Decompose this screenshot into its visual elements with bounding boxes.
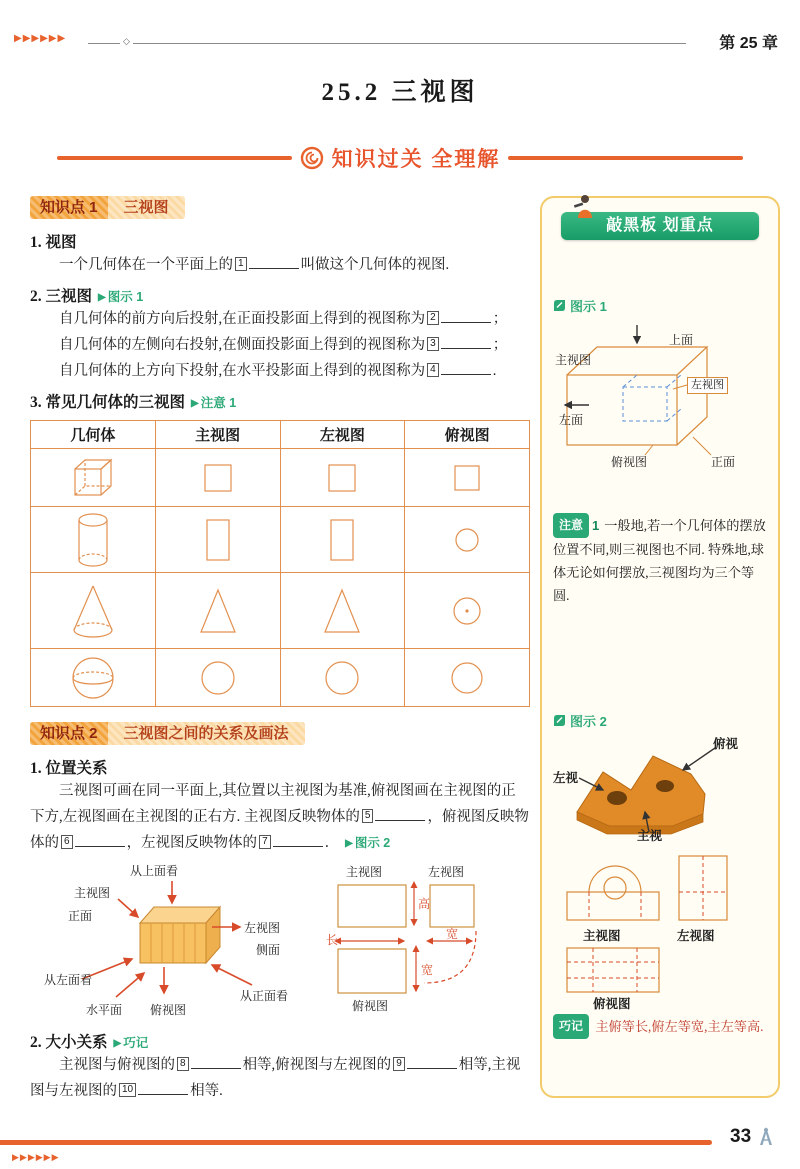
sidebar-illustration-2-tag (553, 711, 767, 730)
banner-rule-left (57, 156, 292, 160)
tag-icon (553, 299, 566, 312)
kp2-p1-text: ，俯视图反映物体的 (30, 809, 529, 851)
label-front-plane: 正面 (68, 909, 93, 923)
kp1-badge-name: 三视图 (108, 196, 185, 219)
label-top-face: 上面 (669, 333, 694, 347)
label-left-view: 左视图 (677, 929, 715, 943)
header-rule (88, 43, 686, 44)
blank-3-line (441, 337, 491, 349)
label-from-front: 从正面看 (240, 989, 289, 1003)
blank-6: 6 (61, 835, 73, 849)
label-main-view: 主视图 (74, 886, 111, 900)
mnemonic-badge: 巧记 (553, 1014, 589, 1039)
label-width-1: 宽 (446, 927, 459, 941)
cylinder-icon (73, 511, 113, 569)
square-view-icon (326, 462, 358, 494)
kp2-p1-text: 三视图可画在同一平面上,其位置以主视图为基准,俯视图画在主视图的正下方,左视图画在主视图的正右方. 主视图反映物体的 (30, 783, 516, 825)
projection-box-diagram (44, 863, 306, 1019)
kp2-p1-text: ，左视图反映物体的 (126, 835, 258, 851)
blank-10-line (138, 1083, 188, 1095)
label-side-plane: 侧面 (256, 943, 281, 957)
note-block (553, 513, 767, 607)
blank-5-line (375, 809, 425, 821)
line-text: 自几何体的上方向下投射,在水平投影面上得到的视图称为 (59, 363, 426, 379)
table-row-cube (31, 449, 530, 507)
circle-view-icon (323, 659, 361, 697)
kp2-p2-text: 相等,俯视图与左视图的 (242, 1057, 392, 1073)
sidebar-tag2-text: 图示 2 (570, 714, 607, 729)
kp2-badge-label: 知识点 2 (30, 722, 108, 745)
sidebar-box-drawing (553, 319, 769, 469)
kp2-p2-text: 相等,主视图与左视图的 (30, 1057, 521, 1099)
mnemonic-block (553, 1014, 767, 1039)
label-front-face: 正面 (711, 455, 736, 469)
blank-8-line (191, 1057, 241, 1069)
label-width-2: 宽 (421, 963, 434, 977)
blank-4: 4 (427, 363, 439, 377)
line-text: 自几何体的左侧向右投射,在侧面投影面上得到的视图称为 (59, 337, 426, 353)
note-badge: 注意 (553, 513, 589, 538)
projection-line-2 (30, 332, 530, 358)
line-punct: . (492, 363, 497, 379)
section-banner (0, 143, 800, 173)
label-left-view: 左视图 (244, 921, 281, 935)
page-number: 33 (730, 1126, 752, 1147)
kp2-p2-text: 主视图与俯视图的 (59, 1057, 175, 1073)
projection-line-1 (30, 306, 530, 332)
label-height: 高 (418, 897, 431, 911)
label-top-view: 俯视图 (593, 997, 631, 1011)
blank-5: 5 (362, 809, 374, 823)
label-left-face: 左面 (559, 413, 584, 427)
label-from-top: 从上面看 (130, 864, 179, 878)
sphere-icon (68, 653, 118, 703)
table-row-cone (31, 573, 530, 649)
label-main-view: 主视图 (555, 353, 592, 367)
view-layout-drawing (324, 863, 524, 1019)
kp1-heading-1: 1. 视图 (30, 234, 77, 251)
footer-arrows-icon (12, 1152, 60, 1163)
kp1-h3-text: 3. 常见几何体的三视图 (30, 394, 186, 411)
circle-dot-view-icon (451, 595, 483, 627)
three-views-table (30, 420, 530, 707)
blank-10: 10 (119, 1083, 136, 1097)
triangle-view-icon (319, 586, 365, 636)
note-1-ref-tag: ▶ 注意 1 (191, 396, 236, 410)
size-relation-paragraph (30, 1052, 530, 1104)
sidebar-views-diagram (553, 848, 769, 1011)
cone-icon (70, 581, 116, 641)
blank-9: 9 (393, 1057, 405, 1071)
label-top-view: 俯视图 (150, 1003, 187, 1017)
label-main-view: 主视图 (346, 865, 383, 879)
projection-line-3 (30, 358, 530, 384)
rect-view-icon (328, 517, 356, 563)
kp2-p2-punct: 相等. (190, 1083, 223, 1099)
knowledge-point-2-badge (30, 722, 305, 745)
triangle-view-icon (195, 586, 241, 636)
mnemonic-text: 主俯等长,俯左等宽,主左等高. (595, 1019, 764, 1034)
label-length: 长 (326, 933, 339, 947)
col-top-view: 俯视图 (405, 421, 530, 449)
page-arrows-icon (14, 33, 66, 44)
label-main-view: 主视图 (583, 929, 621, 943)
square-view-icon (202, 462, 234, 494)
cube-icon (69, 455, 117, 501)
rect-view-icon (204, 517, 232, 563)
main-column (30, 196, 530, 1104)
circle-view-icon (199, 659, 237, 697)
note-number: 1 (592, 518, 600, 533)
sidebar-tag1-text: 图示 1 (570, 299, 607, 314)
label-horizontal-plane: 水平面 (86, 1003, 123, 1017)
position-diagrams (44, 863, 530, 1019)
kp2-badge-name: 三视图之间的关系及画法 (108, 722, 305, 745)
illustration-2-ref-tag: ▶ 图示 2 (345, 836, 390, 850)
circle-view-icon (449, 660, 485, 696)
blank-8: 8 (177, 1057, 189, 1071)
square-view-icon (452, 463, 482, 493)
key-points-sidebar (540, 196, 780, 1098)
kp2-heading-2 (30, 1030, 530, 1052)
position-paragraph (30, 778, 530, 857)
blank-7: 7 (259, 835, 271, 849)
blank-7-line (273, 835, 323, 847)
diamond-icon (120, 36, 133, 47)
col-solid: 几何体 (31, 421, 156, 449)
label-from-left: 从左面看 (44, 973, 93, 987)
table-header-row (31, 421, 530, 449)
view-layout-diagram (324, 863, 524, 1019)
label-main-view: 主视 (637, 829, 663, 843)
label-left-view: 左视图 (687, 377, 728, 394)
blank-9-line (407, 1057, 457, 1069)
chapter-label: 第 25 章 (719, 35, 778, 52)
label-top-view: 俯视图 (611, 455, 648, 469)
line-punct: ； (492, 311, 508, 327)
kp2-h2-text: 2. 大小关系 (30, 1034, 108, 1051)
label-left-view: 左视图 (428, 865, 465, 879)
circle-view-icon (453, 526, 481, 554)
label-top-view: 俯视 (713, 737, 739, 751)
blank-1: 1 (235, 257, 247, 271)
publisher-logo-icon (757, 1126, 775, 1151)
label-left-view: 左视 (553, 771, 579, 785)
col-left-view: 左视图 (280, 421, 405, 449)
blank-4-line (441, 363, 491, 375)
kp2-p1-punct: ． (324, 835, 340, 851)
sidebar-illustration-1-tag (553, 296, 767, 315)
banner-rule-right (508, 156, 743, 160)
banner-title: 知识过关 全理解 (331, 148, 501, 171)
line-punct: ； (492, 337, 508, 353)
sidebar-object-diagram (553, 734, 769, 843)
table-row-cylinder (31, 507, 530, 573)
sidebar-header-badge (561, 212, 759, 240)
kp1-heading-3 (30, 390, 530, 412)
kp2-heading-1: 1. 位置关系 (30, 760, 108, 777)
kp1-paragraph-1 (30, 252, 530, 278)
mnemonic-ref-tag: ▶ 巧记 (114, 1036, 149, 1050)
blank-1-line (249, 257, 299, 269)
kp1-heading-2 (30, 284, 530, 306)
page-title: 25.2 三视图 (321, 79, 479, 106)
sidebar-header-text: 敲黑板 划重点 (606, 217, 714, 234)
swirl-icon (300, 146, 324, 170)
blank-2-line (441, 311, 491, 323)
note-text: 一般地,若一个几何体的摆放位置不同,则三视图也不同. 特殊地,球体无论如何摆放,三视图均为三个等圆. (553, 518, 766, 603)
tag-icon (553, 714, 566, 727)
footer-rule (0, 1140, 712, 1145)
kp1-p1-text-post: 叫做这个几何体的视图. (300, 257, 450, 273)
illustration-1-ref-tag: ▶ 图示 1 (98, 290, 143, 304)
kp1-badge-label: 知识点 1 (30, 196, 108, 219)
col-main-view: 主视图 (155, 421, 280, 449)
blank-6-line (75, 835, 125, 847)
blank-3: 3 (427, 337, 439, 351)
teacher-icon (573, 194, 595, 228)
kp1-h2-text: 2. 三视图 (30, 288, 93, 305)
kp1-p1-text: 一个几何体在一个平面上的 (59, 257, 233, 273)
sidebar-box-diagram (553, 319, 769, 469)
line-text: 自几何体的前方向后投射,在正面投影面上得到的视图称为 (59, 311, 426, 327)
table-row-sphere (31, 649, 530, 707)
blank-2: 2 (427, 311, 439, 325)
label-top-view: 俯视图 (352, 999, 389, 1013)
knowledge-point-1-badge (30, 196, 185, 219)
